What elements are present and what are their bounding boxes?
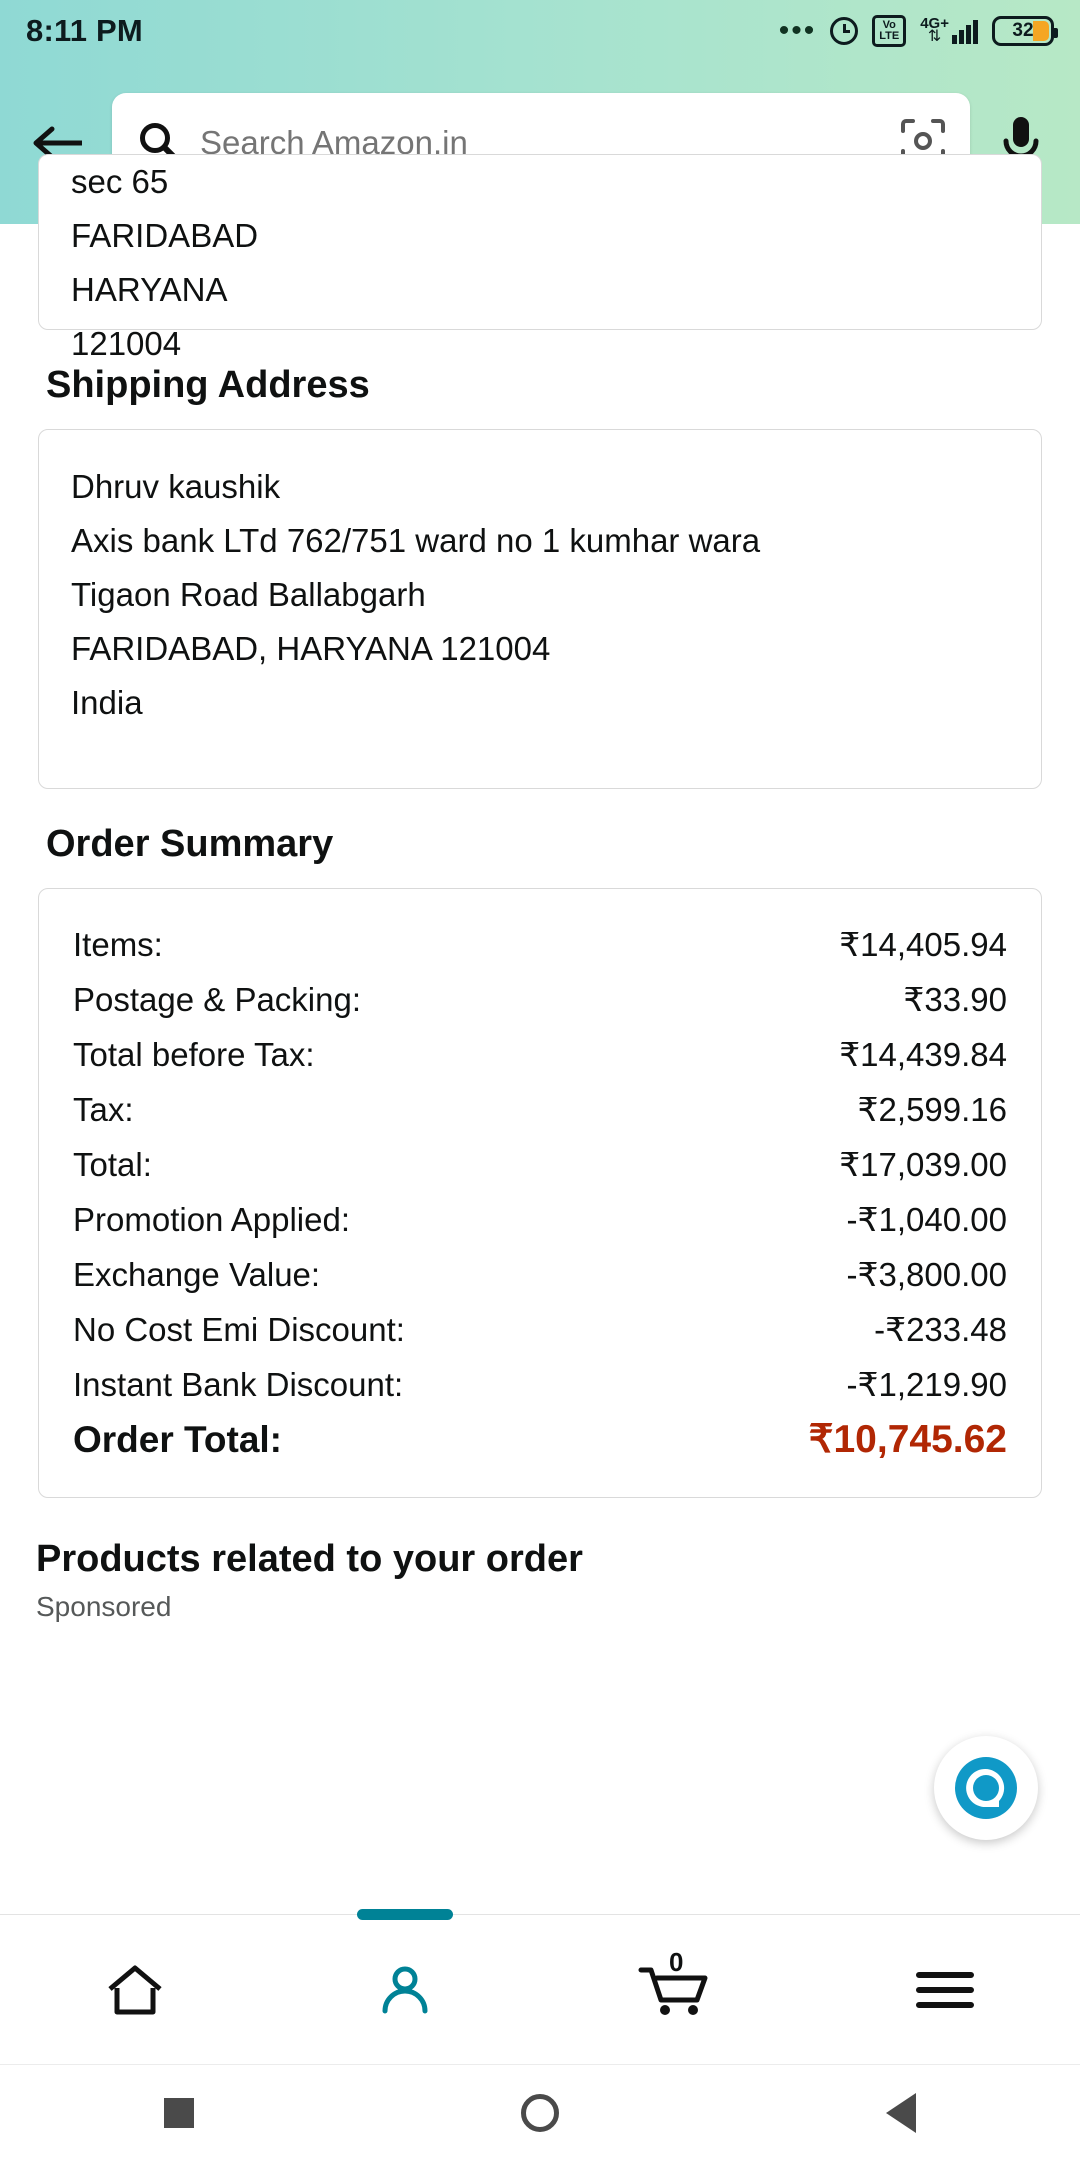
summary-label: No Cost Emi Discount: <box>73 1311 405 1348</box>
shipping-line: Dhruv kaushik <box>71 468 281 505</box>
summary-row <box>73 1137 1007 1192</box>
summary-value: ₹2,599.16 <box>857 1091 1007 1128</box>
shipping-address-card <box>38 429 1042 789</box>
address-line: HARYANA <box>71 271 228 308</box>
summary-label: Tax: <box>73 1091 134 1128</box>
home-button-icon[interactable] <box>521 2094 559 2132</box>
shipping-line: FARIDABAD, HARYANA 121004 <box>71 630 551 667</box>
summary-value: -₹3,800.00 <box>846 1256 1007 1293</box>
page-content[interactable] <box>0 163 1080 1914</box>
summary-value: ₹14,405.94 <box>839 926 1007 963</box>
order-total-row <box>73 1412 1007 1467</box>
nav-home[interactable] <box>0 1915 270 2064</box>
address-line: FARIDABAD <box>71 217 259 254</box>
nav-menu[interactable] <box>810 1915 1080 2064</box>
back-button-icon[interactable] <box>886 2093 916 2133</box>
shipping-line: Axis bank LTd 762/751 ward no 1 kumhar wara <box>71 522 761 559</box>
bottom-navigation <box>0 1914 1080 2064</box>
battery-icon <box>992 16 1054 46</box>
address-line: 121004 <box>71 325 182 362</box>
summary-label: Exchange Value: <box>73 1256 321 1293</box>
summary-row <box>73 1247 1007 1302</box>
summary-label: Postage & Packing: <box>73 981 362 1018</box>
summary-label: Items: <box>73 926 163 963</box>
status-bar <box>0 0 1080 62</box>
alexa-assistant-button[interactable] <box>934 1736 1038 1840</box>
summary-row <box>73 1192 1007 1247</box>
summary-label: Promotion Applied: <box>73 1201 351 1238</box>
shipping-line: Tigaon Road Ballabgarh <box>71 576 426 613</box>
nav-account[interactable] <box>270 1915 540 2064</box>
order-summary-card <box>38 888 1042 1498</box>
android-system-nav <box>0 2064 1080 2160</box>
volte-icon: Vo LTE <box>872 15 906 47</box>
summary-value: -₹1,219.90 <box>846 1366 1007 1403</box>
alarm-icon <box>830 17 858 45</box>
more-dots-icon: ••• <box>778 14 817 47</box>
cart-count-badge: 0 <box>669 1947 684 1977</box>
billing-address-card <box>38 154 1042 362</box>
summary-label: Total: <box>73 1146 152 1183</box>
summary-row <box>73 1027 1007 1082</box>
recents-button-icon[interactable] <box>164 2098 194 2128</box>
shipping-address-title: Shipping Address <box>46 364 370 406</box>
summary-label: Instant Bank Discount: <box>73 1366 404 1403</box>
summary-value: ₹17,039.00 <box>839 1146 1007 1183</box>
network-type-label: 4G+ <box>920 15 949 32</box>
related-products-title: Products related to your order <box>36 1538 583 1580</box>
summary-row <box>73 1082 1007 1137</box>
shipping-line: India <box>71 684 143 721</box>
summary-label: Total before Tax: <box>73 1036 315 1073</box>
battery-level: 32 <box>1012 20 1034 41</box>
order-total-value: ₹10,745.62 <box>808 1418 1007 1461</box>
order-summary-title: Order Summary <box>46 823 334 865</box>
nav-cart[interactable] <box>540 1915 810 2064</box>
order-total-label: Order Total: <box>73 1419 282 1460</box>
status-time: 8:11 PM <box>26 13 143 48</box>
summary-value: ₹33.90 <box>903 981 1007 1018</box>
summary-row <box>73 1302 1007 1357</box>
summary-value: ₹14,439.84 <box>839 1036 1007 1073</box>
summary-row <box>73 972 1007 1027</box>
signal-bars-icon <box>952 18 978 44</box>
summary-row <box>73 917 1007 972</box>
sponsored-label: Sponsored <box>36 1591 172 1622</box>
status-icons <box>779 15 1054 47</box>
address-line: sec 65 <box>71 163 169 200</box>
summary-value: -₹233.48 <box>874 1311 1007 1348</box>
data-arrows-icon: ⇅ <box>927 28 942 45</box>
summary-row <box>73 1357 1007 1412</box>
signal-icon <box>920 15 978 45</box>
summary-value: -₹1,040.00 <box>846 1201 1007 1238</box>
